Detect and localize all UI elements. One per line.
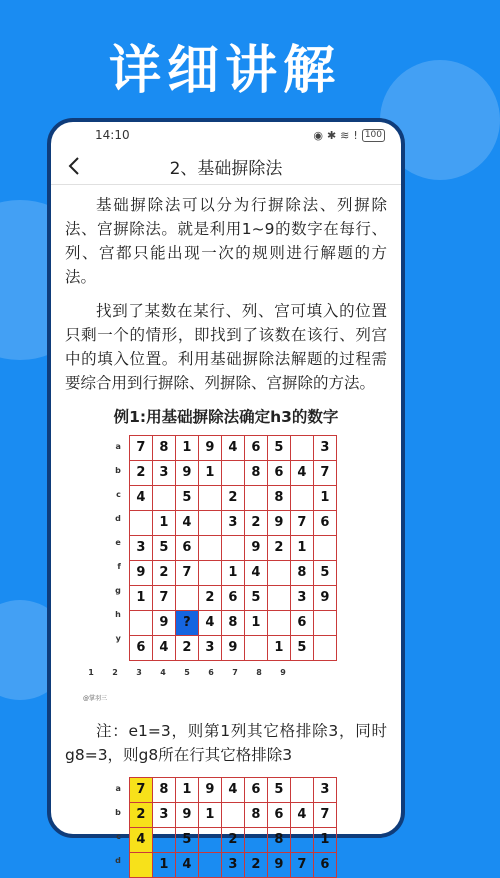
grid-cell: 8 — [244, 803, 267, 828]
grid-cell — [129, 853, 152, 878]
grid-cell: 3 — [152, 803, 175, 828]
grid-cell: 4 — [198, 611, 221, 636]
grid-cell: 3 — [129, 536, 152, 561]
column-labels — [79, 661, 387, 685]
grid-cell: 6 — [267, 803, 290, 828]
grid-cell: 6 — [267, 461, 290, 486]
grid-cell: 9 — [175, 803, 198, 828]
column-label: 3 — [136, 668, 142, 677]
status-time: 14:10 — [95, 128, 130, 142]
grid-cell: 8 — [267, 828, 290, 853]
grid-cell: 3 — [152, 461, 175, 486]
grid-cell: 3 — [221, 511, 244, 536]
sudoku-table — [129, 777, 337, 878]
grid-cell — [198, 561, 221, 586]
column-label: 1 — [88, 668, 94, 677]
grid-cell: 9 — [267, 511, 290, 536]
row-label: d — [115, 514, 121, 523]
status-icons — [313, 129, 385, 142]
grid-cell — [152, 486, 175, 511]
grid-row — [129, 828, 336, 853]
grid-cell: 6 — [313, 853, 336, 878]
grid-cell: 1 — [198, 461, 221, 486]
grid-cell: 7 — [129, 778, 152, 803]
column-label: 4 — [160, 668, 166, 677]
grid-cell: 2 — [152, 561, 175, 586]
grid-cell: 7 — [175, 561, 198, 586]
grid-cell: 7 — [290, 853, 313, 878]
eye-icon: ◉ — [313, 128, 323, 142]
battery-icon: 100 — [362, 129, 385, 142]
grid-cell: 9 — [267, 853, 290, 878]
alert-icon: ! — [353, 128, 358, 142]
grid-cell: 5 — [267, 778, 290, 803]
grid-cell: 4 — [129, 486, 152, 511]
back-button[interactable] — [61, 152, 87, 180]
column-label: 9 — [280, 668, 286, 677]
phone-frame — [47, 118, 405, 872]
grid-cell: 6 — [129, 636, 152, 661]
grid-cell: 9 — [198, 778, 221, 803]
grid-cell: 5 — [267, 436, 290, 461]
grid-cell — [198, 511, 221, 536]
grid-row — [129, 436, 336, 461]
grid-cell: 7 — [290, 511, 313, 536]
grid-cell: 4 — [129, 828, 152, 853]
grid-cell — [290, 436, 313, 461]
nav-bar — [51, 148, 401, 185]
grid-cell: 2 — [198, 586, 221, 611]
grid-cell: 9 — [244, 536, 267, 561]
row-label: d — [115, 856, 121, 865]
grid-cell: 9 — [129, 561, 152, 586]
grid-cell: 6 — [221, 586, 244, 611]
row-label: f — [117, 562, 121, 571]
grid-cell: 7 — [313, 803, 336, 828]
grid-cell: 9 — [152, 611, 175, 636]
grid-cell: ? — [175, 611, 198, 636]
grid-cell: 6 — [175, 536, 198, 561]
grid-cell: 3 — [313, 436, 336, 461]
grid-row — [129, 611, 336, 636]
grid-cell — [267, 586, 290, 611]
grid-cell — [198, 853, 221, 878]
grid-cell: 3 — [313, 778, 336, 803]
row-labels — [115, 777, 121, 878]
grid-cell: 3 — [290, 586, 313, 611]
grid-cell: 2 — [267, 536, 290, 561]
column-label: 7 — [232, 668, 238, 677]
grid-cell: 6 — [244, 778, 267, 803]
grid-cell — [152, 828, 175, 853]
row-label: h — [115, 610, 121, 619]
sudoku-table — [129, 435, 337, 661]
grid-cell: 2 — [129, 803, 152, 828]
grid-cell — [313, 636, 336, 661]
grid-row — [129, 536, 336, 561]
grid-cell: 1 — [152, 853, 175, 878]
status-bar — [51, 122, 401, 148]
grid-cell — [244, 828, 267, 853]
grid-cell: 2 — [175, 636, 198, 661]
paragraph-intro: 基础摒除法可以分为行摒除法、列摒除法、宫摒除法。就是利用1~9的数字在每行、列、宫都只能出现一次的规则进行解题的方法。 — [65, 196, 387, 286]
grid-cell: 1 — [152, 511, 175, 536]
grid-row — [129, 636, 336, 661]
grid-row — [129, 778, 336, 803]
row-label: b — [115, 466, 121, 475]
grid-cell: 8 — [152, 436, 175, 461]
row-label: g — [115, 586, 121, 595]
grid-cell: 4 — [175, 511, 198, 536]
grid-cell: 6 — [290, 611, 313, 636]
grid-cell: 8 — [267, 486, 290, 511]
grid-cell: 9 — [221, 636, 244, 661]
bluetooth-icon: ✱ — [326, 128, 337, 142]
row-label: b — [115, 808, 121, 817]
grid-row — [129, 803, 336, 828]
grid-cell: 4 — [152, 636, 175, 661]
grid-cell: 1 — [175, 436, 198, 461]
grid-row — [129, 511, 336, 536]
grid-cell — [244, 486, 267, 511]
grid-cell: 2 — [221, 486, 244, 511]
row-label: c — [116, 832, 121, 841]
grid-cell: 3 — [221, 853, 244, 878]
grid-cell — [129, 511, 152, 536]
column-label: 2 — [112, 668, 118, 677]
grid-row — [129, 486, 336, 511]
grid-cell: 5 — [290, 636, 313, 661]
article-content — [51, 185, 401, 878]
grid-cell: 5 — [175, 828, 198, 853]
grid-cell — [198, 486, 221, 511]
column-label: 6 — [208, 668, 214, 677]
sudoku-grid-2 — [65, 777, 387, 878]
grid-cell: 4 — [221, 436, 244, 461]
grid-cell: 9 — [313, 586, 336, 611]
grid-cell: 1 — [129, 586, 152, 611]
grid-cell: 5 — [175, 486, 198, 511]
grid-cell: 9 — [198, 436, 221, 461]
grid-cell — [175, 586, 198, 611]
page-title: 2、基础摒除法 — [169, 158, 283, 179]
grid-cell: 7 — [152, 586, 175, 611]
grid-cell — [129, 611, 152, 636]
grid-cell: 4 — [175, 853, 198, 878]
grid-cell — [198, 828, 221, 853]
row-label: a — [115, 784, 121, 793]
grid-row — [129, 853, 336, 878]
grid-row — [129, 561, 336, 586]
grid-cell: 4 — [244, 561, 267, 586]
grid-cell: 5 — [152, 536, 175, 561]
grid-cell: 8 — [290, 561, 313, 586]
wifi-icon: ≋ — [340, 128, 350, 142]
example-title: 例1:用基础摒除法确定h3的数字 — [113, 408, 339, 426]
grid-cell — [267, 561, 290, 586]
grid-cell: 3 — [198, 636, 221, 661]
grid-cell — [290, 828, 313, 853]
grid-cell: 1 — [244, 611, 267, 636]
grid-cell: 6 — [244, 436, 267, 461]
grid-cell: 1 — [267, 636, 290, 661]
column-label: 8 — [256, 668, 262, 677]
grid-cell — [267, 611, 290, 636]
grid-cell: 4 — [290, 461, 313, 486]
grid-cell — [313, 536, 336, 561]
grid-cell — [313, 611, 336, 636]
grid-cell: 7 — [129, 436, 152, 461]
hero-title: 详细讲解 — [108, 41, 341, 101]
grid-cell — [198, 536, 221, 561]
column-label: 5 — [184, 668, 190, 677]
grid-row — [129, 461, 336, 486]
grid-cell — [290, 778, 313, 803]
grid-row — [129, 586, 336, 611]
grid-cell: 1 — [198, 803, 221, 828]
sudoku-grid-1 — [65, 435, 387, 661]
row-label: e — [115, 538, 121, 547]
grid-cell — [221, 803, 244, 828]
grid-cell: 4 — [290, 803, 313, 828]
note-text: 注：e1=3，则第1列其它格排除3，同时g8=3，则g8所在行其它格排除3 — [65, 722, 387, 764]
grid-cell: 1 — [221, 561, 244, 586]
grid-cell: 4 — [221, 778, 244, 803]
grid-cell: 1 — [313, 828, 336, 853]
grid-cell: 1 — [290, 536, 313, 561]
row-labels — [115, 435, 121, 661]
grid-cell: 5 — [244, 586, 267, 611]
grid-cell: 1 — [175, 778, 198, 803]
grid-cell: 7 — [313, 461, 336, 486]
grid-cell: 2 — [129, 461, 152, 486]
grid-cell: 6 — [313, 511, 336, 536]
grid-cell: 8 — [152, 778, 175, 803]
grid-cell — [221, 536, 244, 561]
grid-cell: 8 — [221, 611, 244, 636]
grid-cell: 2 — [221, 828, 244, 853]
grid-cell: 8 — [244, 461, 267, 486]
paragraph-method: 找到了某数在某行、列、宫可填入的位置只剩一个的情形，即找到了该数在该行、列宫中的填入位置。利用基础摒除法解题的过程需要综合用到行摒除、列摒除、宫摒除的方法。 — [65, 302, 387, 392]
chevron-left-icon — [68, 156, 80, 176]
row-label: c — [116, 490, 121, 499]
grid-cell: 1 — [313, 486, 336, 511]
row-label: y — [115, 634, 121, 643]
grid-cell: 2 — [244, 511, 267, 536]
row-label: a — [115, 442, 121, 451]
grid-cell: 9 — [175, 461, 198, 486]
grid-cell — [290, 486, 313, 511]
grid-cell: 5 — [313, 561, 336, 586]
grid-cell — [221, 461, 244, 486]
grid-cell: 2 — [244, 853, 267, 878]
grid-cell — [244, 636, 267, 661]
watermark: @掌羽三 — [83, 695, 108, 702]
